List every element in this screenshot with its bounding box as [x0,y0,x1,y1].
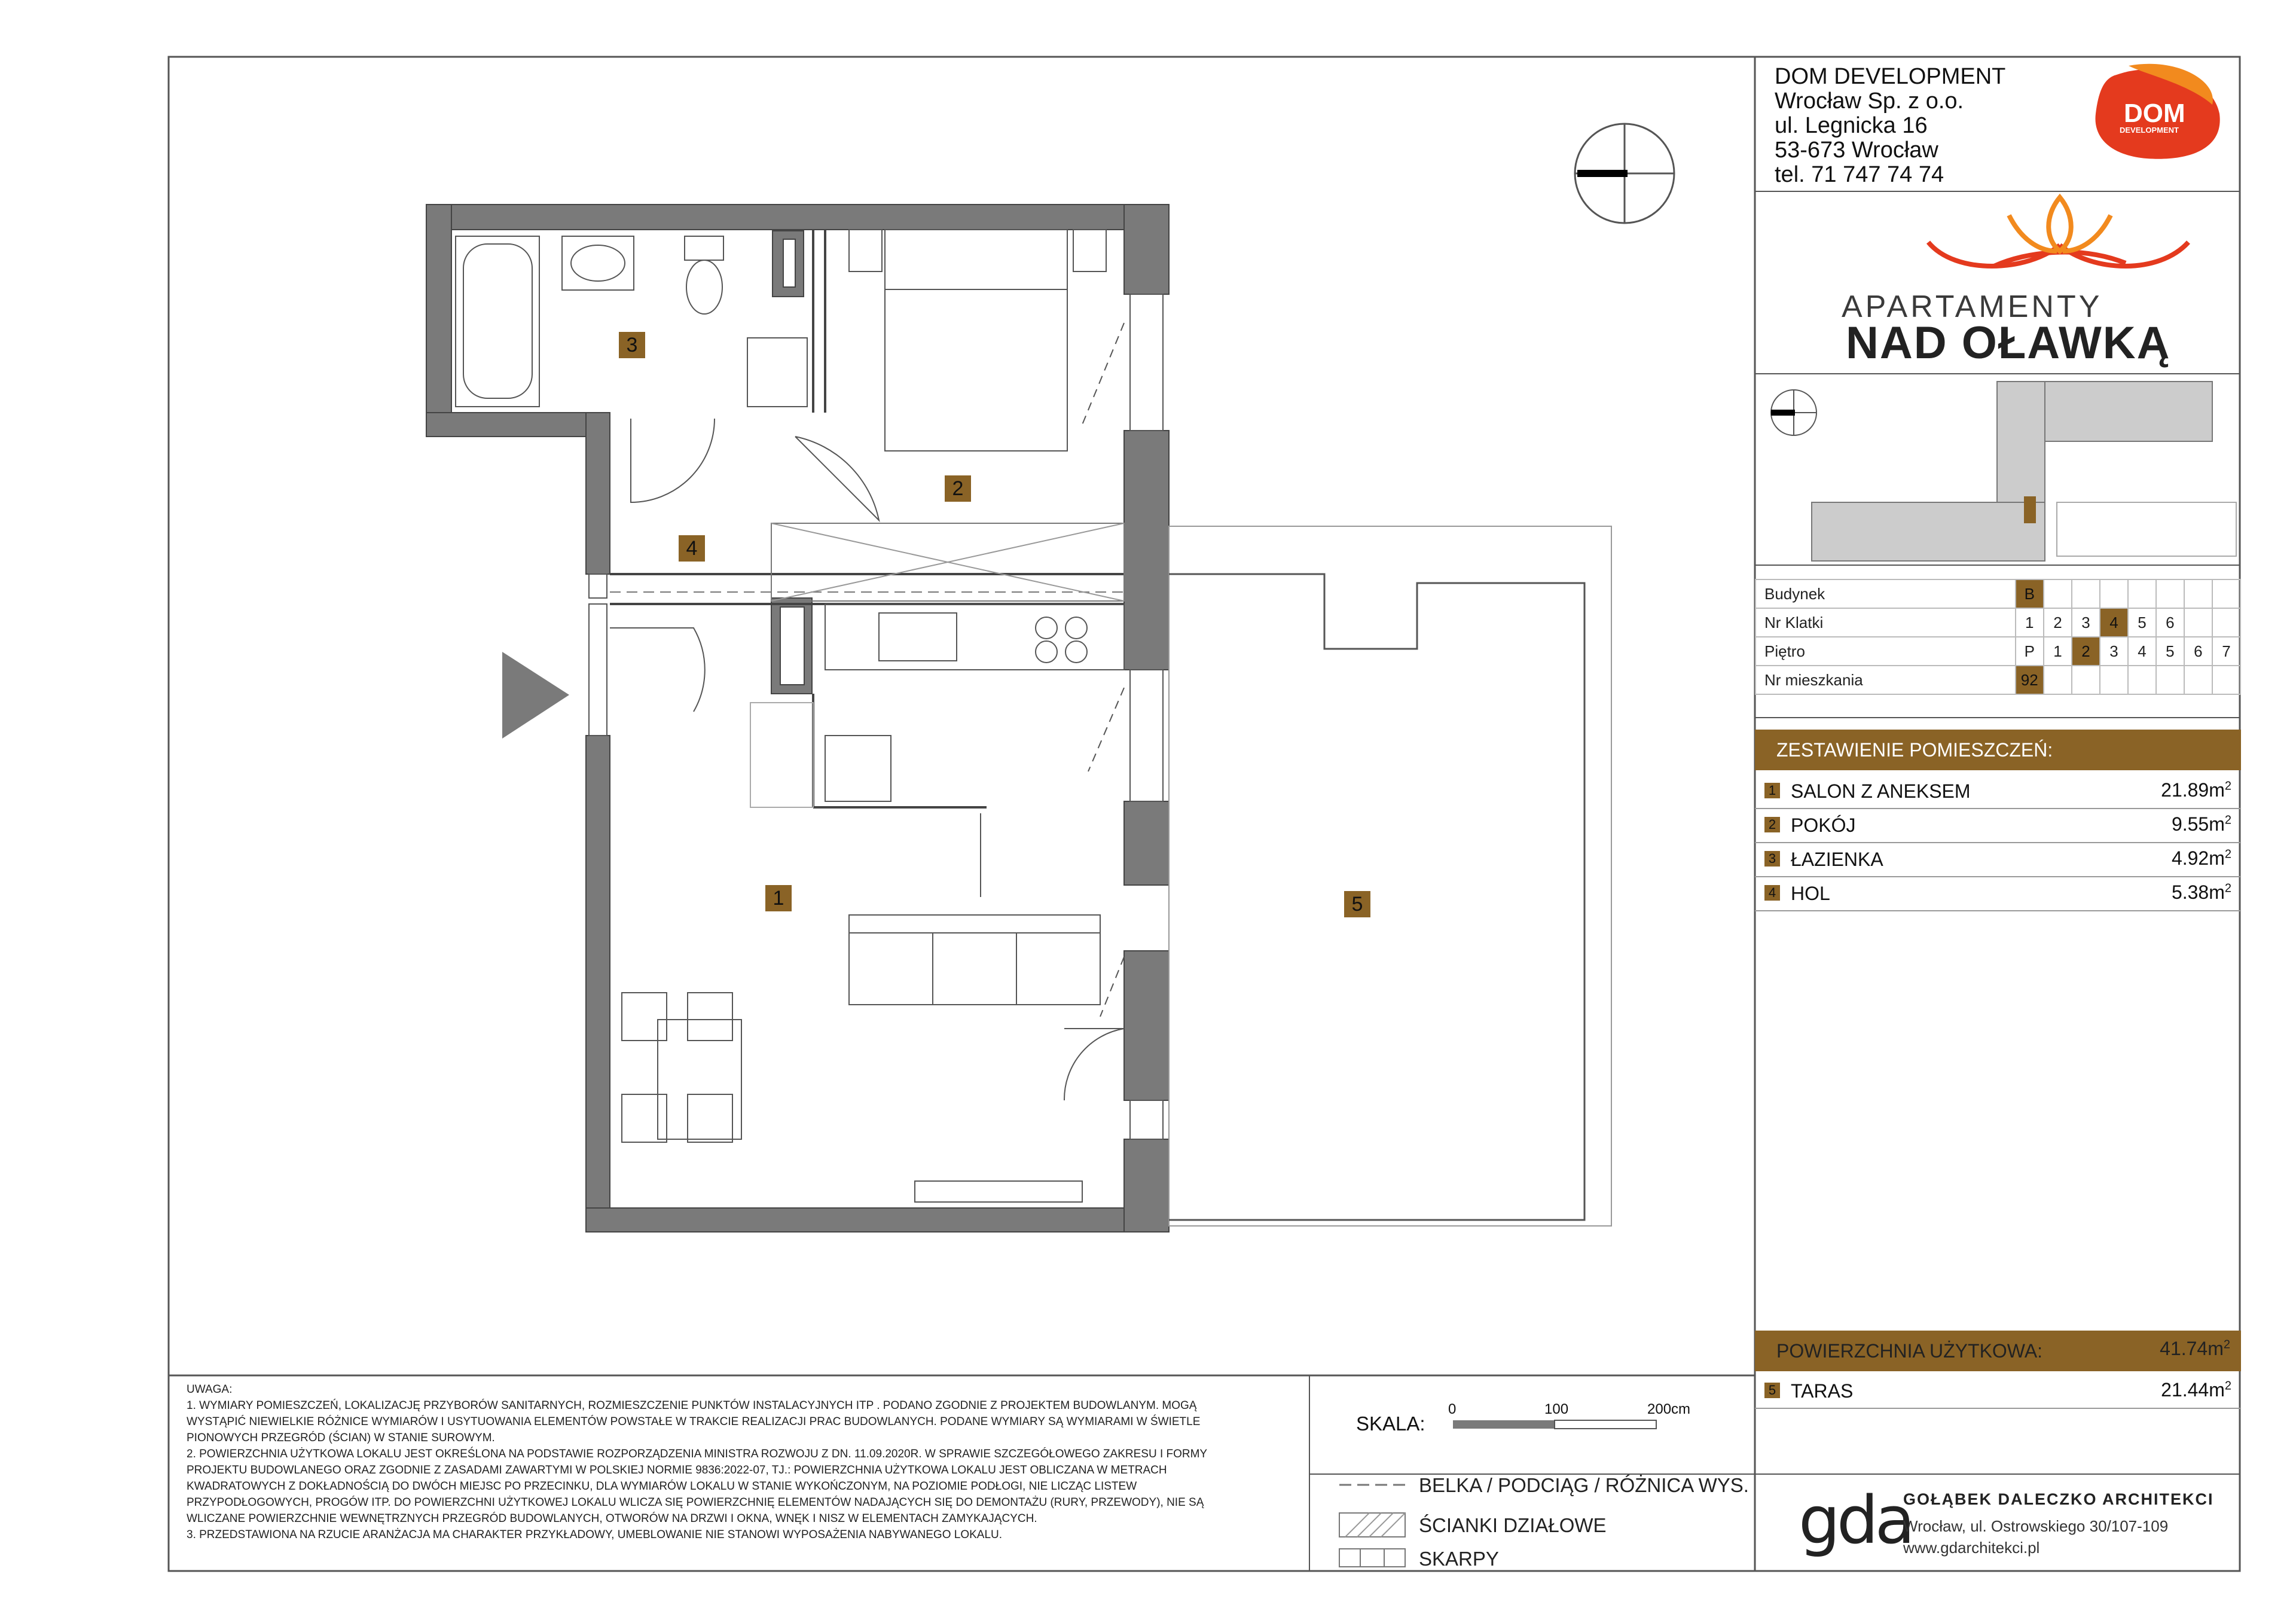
meta-label-mieszkanie: Nr mieszkania [1755,666,2016,694]
meta-cell: 6 [2184,637,2212,666]
rooms-header-text: ZESTAWIENIE POMIESZCZEŃ: [1776,739,2053,761]
meta-cell: 5 [2156,637,2184,666]
terrace-area [2161,1379,2231,1401]
room-num: 2 [1764,817,1780,832]
apartment-meta-table [1755,579,2241,695]
rooms-header [1755,730,2241,770]
notes-body [187,1398,1207,1543]
gda-logo: gda [1799,1482,1912,1558]
room-row [1755,809,2241,843]
total-area-value [2160,1338,2230,1360]
room-area [2172,881,2231,904]
room-area-sup: 2 [2224,779,2231,793]
note-line: PRZYPODŁOGOWYCH, PROGÓW ITP. DO POWIERZCHNI UŻYTKOWEJ LOKALU WLICZA SIĘ POWIERZCHNIĘ ELEMENTÓW NADAJĄCYCH SIĘ DO DEMONTAŻU (RURY, PRZEWODY), NIE SĄ [187,1496,1204,1509]
developer-city: 53-673 Wrocław [1775,138,1938,163]
scale-tick-100: 100 [1544,1401,1569,1417]
scale-bar [1453,1420,1656,1429]
meta-label-klatki: Nr Klatki [1755,608,2016,637]
room-area-value: 5.38m [2171,881,2225,903]
note-line: KWADRATOWYCH Z DOKŁADNOŚCIĄ DO DWÓCH MIEJSC PO PRZECINKU, DLA WYMIARÓW LOKALU W STANIE WYKOŃCZONYM, NA POZIOMIE PODŁOGI, NIE LICZĄC LISTEW [187,1480,1137,1493]
room-name: HOL [1791,883,1830,904]
meta-cell: 6 [2156,608,2184,637]
room-area-sup: 2 [2224,813,2231,827]
project-title-line2: NAD OŁAWKĄ [1846,318,2171,368]
lotus-logo [1928,197,2188,266]
meta-cell: P [2016,637,2044,666]
plan-tag-room-5: 5 [1344,891,1370,917]
meta-row-klatki [1755,608,2240,637]
developer-company: Wrocław Sp. z o.o. [1775,89,1964,114]
meta-cell: 3 [2072,608,2100,637]
note-line: 3. PRZEDSTAWIONA NA RZUCIE ARANŻACJA MA CHARAKTER PRZYKŁADOWY, UMEBLOWANIE NIE STANOWI WYPOSAŻENIA NABYWANEGO LOKALU. [187,1529,1003,1541]
total-area-number: 41.74m [2160,1338,2224,1359]
room-area [2172,813,2231,835]
meta-cell: 4 [2128,637,2156,666]
meta-value-mieszkanie: 92 [2016,666,2044,694]
notes-title: UWAGA: [187,1383,233,1396]
plan-tag-room-1: 1 [765,885,792,911]
note-line: WYSTĄPIĆ NIEWIELKIE RÓŻNICE WYMIARÓW I USYTUOWANIA ELEMENTÓW POWSTAŁE W TRAKCIE REALIZACJI PRAC BUDOWLANYCH. PODANE WYMIARY SĄ WYMIARAMI W ŚWIETLE [187,1415,1201,1428]
note-line: WLICZANE POWIERZCHNIE WEWNĘTRZNYCH PRZEGRÓD BUDOWLANYCH, OTWORÓW NA DRZWI I OKNA, WNĘK I NISZ W ELEMENTACH ZAMYKAJĄCYCH. [187,1512,1037,1525]
room-area-value: 9.55m [2171,813,2225,835]
total-area-sup: 2 [2223,1338,2230,1352]
note-line: PIONOWYCH PRZEGRÓD (ŚCIAN) W STANIE SUROWYM. [187,1432,495,1444]
meta-label-pietro: Piętro [1755,637,2016,666]
room-area-value: 4.92m [2171,847,2225,869]
project-title-line1: APARTAMENTY [1842,289,2103,324]
developer-phone: tel. 71 747 74 74 [1775,162,1944,187]
note-line: 2. POWIERZCHNIA UŻYTKOWA LOKALU JEST OKREŚLONA NA PODSTAWIE ROZPORZĄDZENIA MINISTRA ROZWOJU Z DN. 11.09.2020R. W SPRAWIE SZCZEGÓŁOWEGO ZAKRESU I FORMY [187,1448,1208,1460]
meta-cell-selected: 4 [2100,608,2128,637]
room-area [2172,847,2231,870]
developer-street: ul. Legnicka 16 [1775,113,1928,138]
terrace-row [1755,1374,2241,1409]
room-name: POKÓJ [1791,814,1856,836]
terrace-area-value: 21.44m [2161,1379,2225,1401]
scale-tick-200: 200cm [1647,1401,1691,1417]
plan-tag-room-4: 4 [679,535,705,562]
hatch-box-icon [1339,1513,1405,1537]
walls [426,205,1169,1232]
room-area [2161,779,2231,801]
room-num: 1 [1764,783,1780,798]
terrace-name: TARAS [1791,1380,1854,1402]
meta-cell: 3 [2100,637,2128,666]
site-plan [1771,382,2236,561]
meta-row-mieszkanie [1755,666,2240,694]
room-name: ŁAZIENKA [1791,849,1883,870]
legend-scianki: ŚCIANKI DZIAŁOWE [1419,1514,1607,1536]
scale-label: SKALA: [1356,1413,1425,1435]
terrace-num: 5 [1764,1383,1780,1398]
room-row [1755,843,2241,877]
architect-name: GOŁĄBEK DALECZKO ARCHITEKCI [1903,1490,2214,1508]
room-row [1755,774,2241,809]
meta-value-budynek: B [2016,579,2044,608]
total-area-band [1755,1331,2241,1371]
scale-tick-0: 0 [1448,1401,1457,1417]
skarpy-box-icon [1339,1549,1405,1567]
meta-row-pietro [1755,637,2240,666]
architect-web: www.gdarchitekci.pl [1903,1539,2040,1557]
room-num: 3 [1764,851,1780,867]
total-area-label: POWIERZCHNIA UŻYTKOWA: [1776,1340,2043,1362]
entrance-arrow-icon [502,652,569,739]
note-line: PROJEKTU BUDOWLANEGO ORAZ ZGODNIE Z ZASADAMI ZAWARTYMI W POLSKIEJ NORMIE 9836:2022-07, TJ.: POWIERZCHNIA UŻYTKOWA LOKALU JEST OBLICZANA W METRACH [187,1464,1167,1476]
room-area-value: 21.89m [2161,779,2225,801]
meta-cell: 1 [2044,637,2072,666]
room-row [1755,877,2241,911]
plan-tag-room-3: 3 [619,332,645,358]
note-line: 1. WYMIARY POMIESZCZEŃ, LOKALIZACJĘ PRZYBORÓW SANITARNYCH, ROZMIESZCZENIE PUNKTÓW INSTALACYJNYCH ITP . PODANO ZGODNIE Z PROJEKTEM BUDOWLANYM. MOGĄ [187,1399,1197,1412]
legend-belka: BELKA / PODCIĄG / RÓŻNICA WYS. [1419,1474,1749,1496]
plan-tag-room-2: 2 [945,475,971,502]
room-name: SALON Z ANEKSEM [1791,780,1971,802]
meta-cell: 7 [2212,637,2240,666]
compass-icon [1575,124,1674,223]
dom-logo-subtext: DEVELOPMENT [2120,126,2179,135]
legend-skarpy: SKARPY [1419,1548,1499,1570]
dom-logo-text: DOM [2124,99,2185,128]
meta-cell: 5 [2128,608,2156,637]
developer-name: DOM DEVELOPMENT [1775,64,2006,89]
room-area-sup: 2 [2224,847,2231,861]
meta-cell: 2 [2044,608,2072,637]
terrace-area-sup: 2 [2224,1379,2231,1393]
room-num: 4 [1764,885,1780,901]
terrace-outline [1169,526,1611,1226]
meta-row-budynek [1755,579,2240,608]
meta-cell-selected: 2 [2072,637,2100,666]
meta-cell: 1 [2016,608,2044,637]
room-area-sup: 2 [2224,881,2231,895]
meta-label-budynek: Budynek [1755,579,2016,608]
architect-address: Wrocław, ul. Ostrowskiego 30/107-109 [1903,1517,2169,1535]
